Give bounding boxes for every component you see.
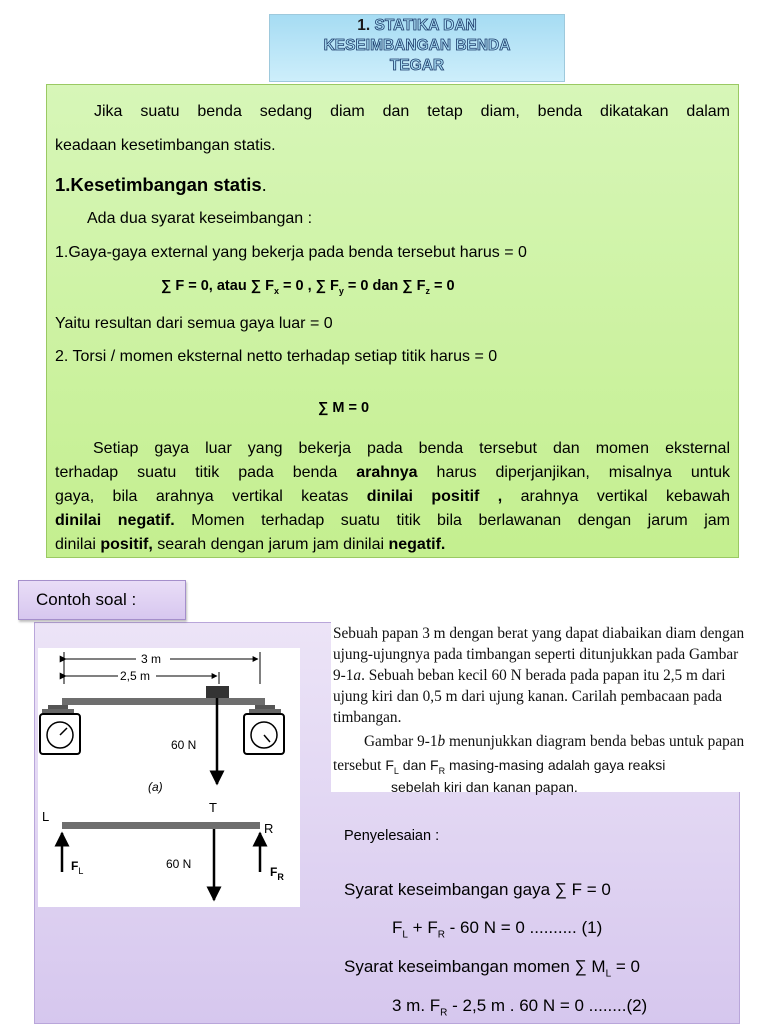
title-line-3: TEGAR — [389, 57, 445, 74]
force-equilibrium-formula: ∑ F = 0, atau ∑ $F_x = 0$ , ∑ $F_y = 0$ dan ∑ $F_z = 0$ — [161, 278, 455, 296]
left-end-label: L — [42, 809, 50, 824]
page-title — [269, 14, 565, 82]
paragraph-line-2: terhadap suatu titik pada benda arahnya harus diperjanjikan, misalnya untuk — [55, 464, 730, 481]
load-label-b: 60 N — [166, 857, 192, 871]
problem-line-6: Gambar 9-1b menunjukkan diagram benda bebas untuk papan — [364, 733, 745, 750]
condition-1-text: 1.Gaya-gaya external yang bekerja pada benda tersebut harus = 0 — [55, 244, 527, 261]
equation-2: 3 m. $F_R - 2,5$ m . 60 N = 0 ........(2) — [392, 996, 648, 1019]
dim-25m-label: 2,5 m — [120, 669, 151, 683]
paragraph-line-3: gaya, bila arahnya vertikal keatas dinilai positif , arahnya vertikal kebawah — [55, 488, 730, 505]
problem-line-7: tersebut $F_L$ dan $F_R$ masing-masing adalah gaya reaksi — [333, 757, 666, 777]
intro-line-1: Jika suatu benda sedang diam dan tetap diam, benda dikatakan dalam — [94, 103, 730, 120]
beam-diagram-svg — [38, 648, 300, 907]
right-end-label: R — [264, 821, 274, 836]
dim-3m-label: 3 m — [141, 652, 162, 666]
moment-equilibrium-formula: ∑ M = 0 — [318, 400, 370, 416]
paragraph-line-1: Setiap gaya luar yang bekerja pada benda tersebut dan momen eksternal — [93, 440, 730, 457]
fl-label: $F_L$ — [71, 859, 84, 876]
paragraph-line-5: dinilai positif, searah dengan jarum jam dinilai negatif. — [55, 536, 446, 553]
problem-line-4: ujung kiri dan 0,5 m dari ujung kanan. Carilah pembacaan pada — [333, 688, 723, 705]
left-scale-icon — [40, 705, 80, 754]
resultant-text: Yaitu resultan dari semua gaya luar = 0 — [55, 315, 333, 332]
beam-diagram — [38, 648, 300, 907]
fr-label: $F_R$ — [270, 865, 284, 882]
condition-2-text: 2. Torsi / momen eksternal netto terhadap setiap titik harus = 0 — [55, 348, 498, 365]
problem-line-8: sebelah kiri dan kanan papan. — [391, 779, 578, 795]
title-number: 1. — [357, 17, 371, 34]
weight-block — [206, 686, 229, 698]
section-heading: 1.Kesetimbangan statis. — [55, 174, 267, 195]
intro-line-2: keadaan kesetimbangan statis. — [55, 137, 276, 154]
right-scale-icon — [244, 705, 284, 754]
paragraph-line-4: dinilai negatif. Momen terhadap suatu titik bila berlawanan dengan jarum jam — [55, 512, 731, 529]
two-conditions-text: Ada dua syarat keseimbangan : — [87, 210, 313, 227]
theory-box — [46, 84, 739, 558]
title-line-2: KESEIMBANGAN BENDA — [323, 37, 511, 54]
solution-heading: Penyelesaian : — [344, 828, 440, 844]
problem-line-2: ujung-ujungnya pada timbangan seperti ditunjukkan pada Gambar — [333, 646, 739, 663]
problem-line-3: 9-1a. Sebuah beban kecil 60 N berada pada papan itu 2,5 m dari — [333, 667, 726, 684]
title-line-1: STATIKA DAN — [374, 17, 477, 34]
t-label: T — [209, 800, 217, 815]
force-condition: Syarat keseimbangan gaya ∑ F = 0 — [344, 880, 611, 899]
caption-a: (a) — [148, 780, 163, 794]
problem-text — [331, 622, 745, 795]
load-label-a: 60 N — [171, 738, 197, 752]
plank-b — [62, 822, 260, 829]
plank-a — [62, 698, 265, 705]
problem-line-5: timbangan. — [333, 709, 402, 726]
moment-condition: Syarat keseimbangan momen ∑ $M_L = 0$ — [344, 957, 640, 980]
problem-line-1: Sebuah papan 3 m dengan berat yang dapat diabaikan diam dengan — [333, 625, 745, 642]
example-label: Contoh soal : — [18, 580, 186, 620]
equation-1: $F_L + F_R - 60$ N = 0 .......... (1) — [392, 918, 603, 941]
